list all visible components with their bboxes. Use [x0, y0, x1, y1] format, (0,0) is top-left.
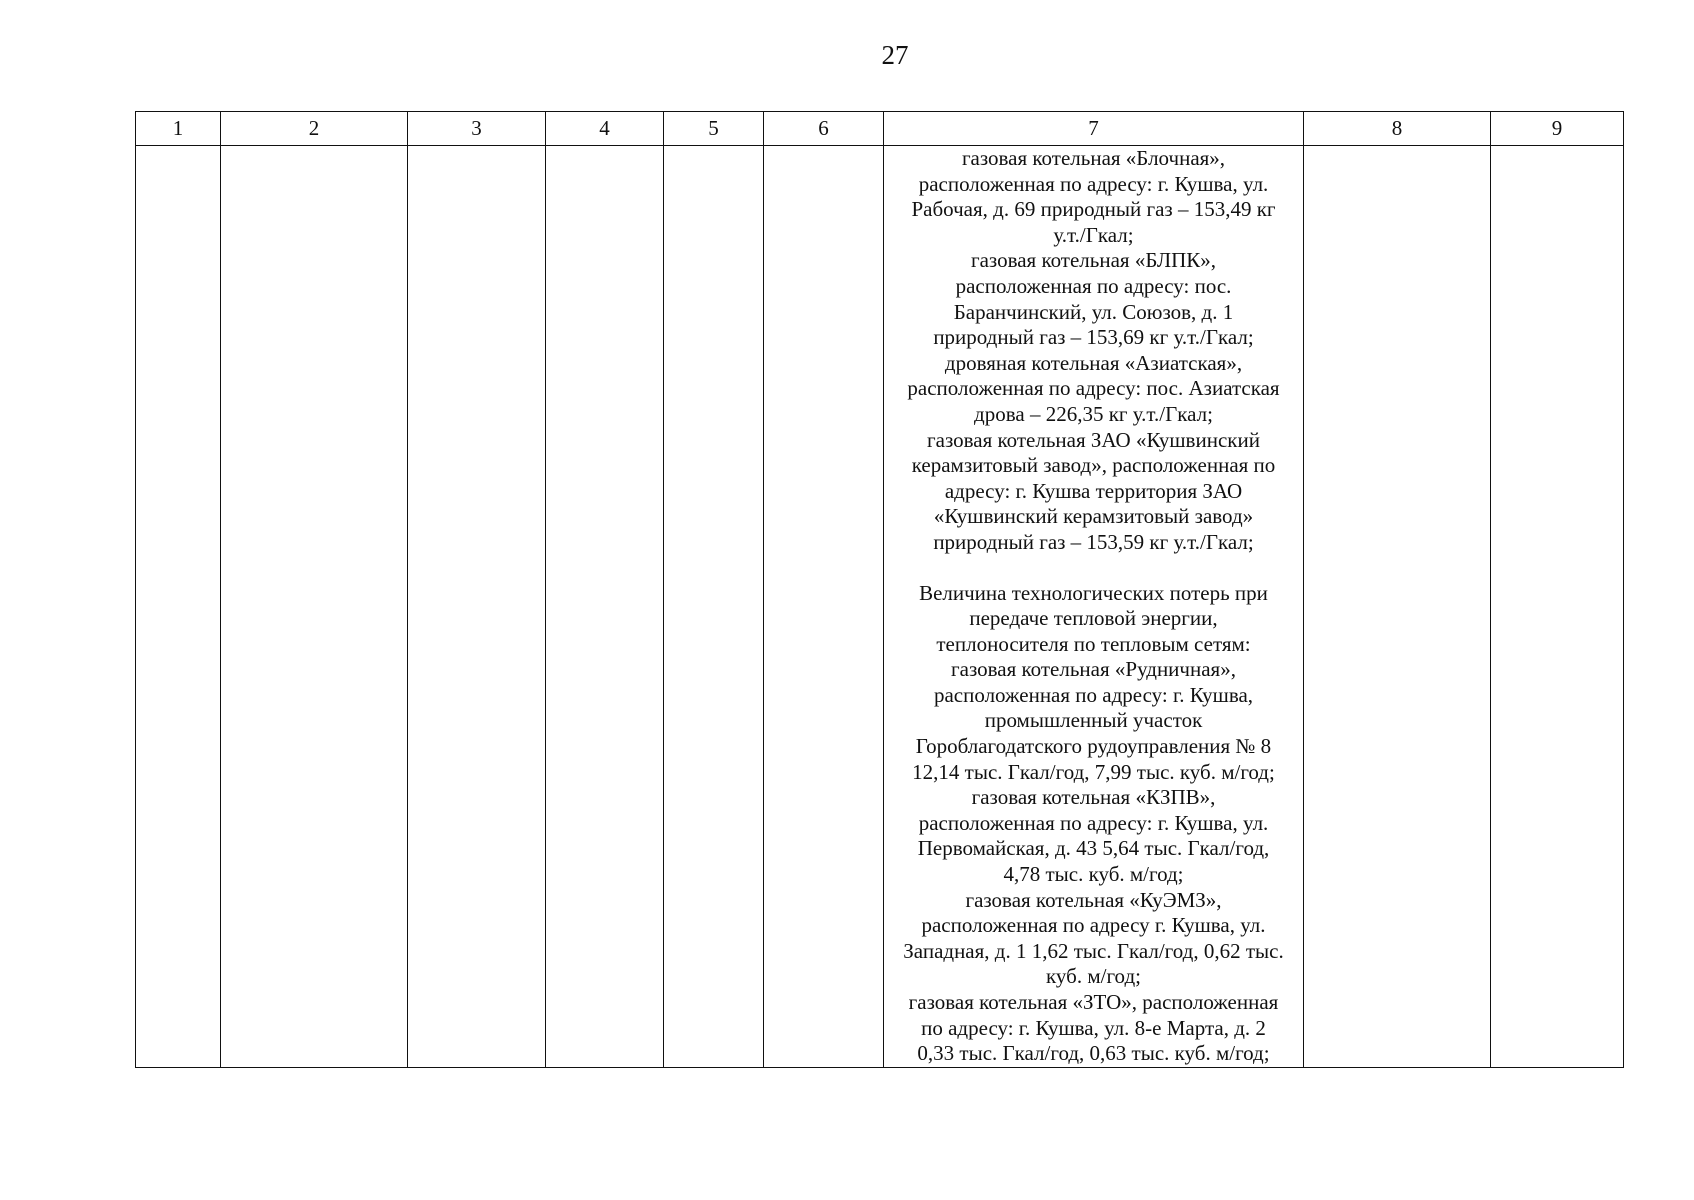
page-number: 27 [881, 40, 909, 70]
header-col-8: 8 [1304, 112, 1491, 146]
header-col-2: 2 [221, 112, 408, 146]
header-col-5: 5 [664, 112, 764, 146]
cell-col-7 [884, 146, 1304, 1068]
table-header-row [136, 112, 1624, 146]
header-col-6: 6 [764, 112, 884, 146]
data-table [135, 111, 1624, 1068]
cell-col-2 [221, 146, 408, 1068]
header-col-1: 1 [136, 112, 221, 146]
cell-col-3 [408, 146, 546, 1068]
cell-col-4 [546, 146, 664, 1068]
header-col-9: 9 [1491, 112, 1624, 146]
table-row [136, 146, 1624, 1068]
cell-col-9 [1491, 146, 1624, 1068]
header-col-3: 3 [408, 112, 546, 146]
fuel-consumption-text: газовая котельная «Блочная», расположенная по адресу: г. Кушва, ул. Рабочая, д. 69 природный газ – 153,49 кг у.т./Гкал; газовая котельная «БЛПК», расположенная по адресу: пос. Баранчинский, ул. Союзов, д. 1 природный газ – 153,69 кг у.т./Гкал; дровяная котельная «Азиатская», расположенная по адресу: пос. Азиатская дрова – 226,35 кг у.т./Гкал; газовая котельная ЗАО «Кушвинский керамзитовый завод», расположенная по адресу: г. Кушва территория ЗАО «Кушвинский керамзитовый завод» природный газ – 153,59 кг у.т./Гкал; [907, 146, 1280, 554]
cell-col-8 [1304, 146, 1491, 1068]
heat-loss-text: Величина технологических потерь при передаче тепловой энергии, теплоносителя по тепловым сетям: газовая котельная «Рудничная», расположенная по адресу: г. Кушва, промышленный участок Гороблагодатского рудоуправления № 8 12,14 тыс. Гкал/год, 7,99 тыс. куб. м/год; газовая котельная «КЗПВ», расположенная по адресу: г. Кушва, ул. Первомайская, д. 43 5,64 тыс. Гкал/год, 4,78 тыс. куб. м/год; газовая котельная «КуЭМЗ», расположенная по адресу г. Кушва, ул. Западная, д. 1 1,62 тыс. Гкал/год, 0,62 тыс. куб. м/год; газовая котельная «ЗТО», расположенная по адресу: г. Кушва, ул. 8-е Марта, д. 2 0,33 тыс. Гкал/год, 0,63 тыс. куб. м/год; [903, 580, 1284, 1066]
cell-col-5 [664, 146, 764, 1068]
header-col-4: 4 [546, 112, 664, 146]
header-col-7: 7 [884, 112, 1304, 146]
cell-col-1 [136, 146, 221, 1068]
paragraph-gap [888, 556, 1299, 581]
cell-col-6 [764, 146, 884, 1068]
